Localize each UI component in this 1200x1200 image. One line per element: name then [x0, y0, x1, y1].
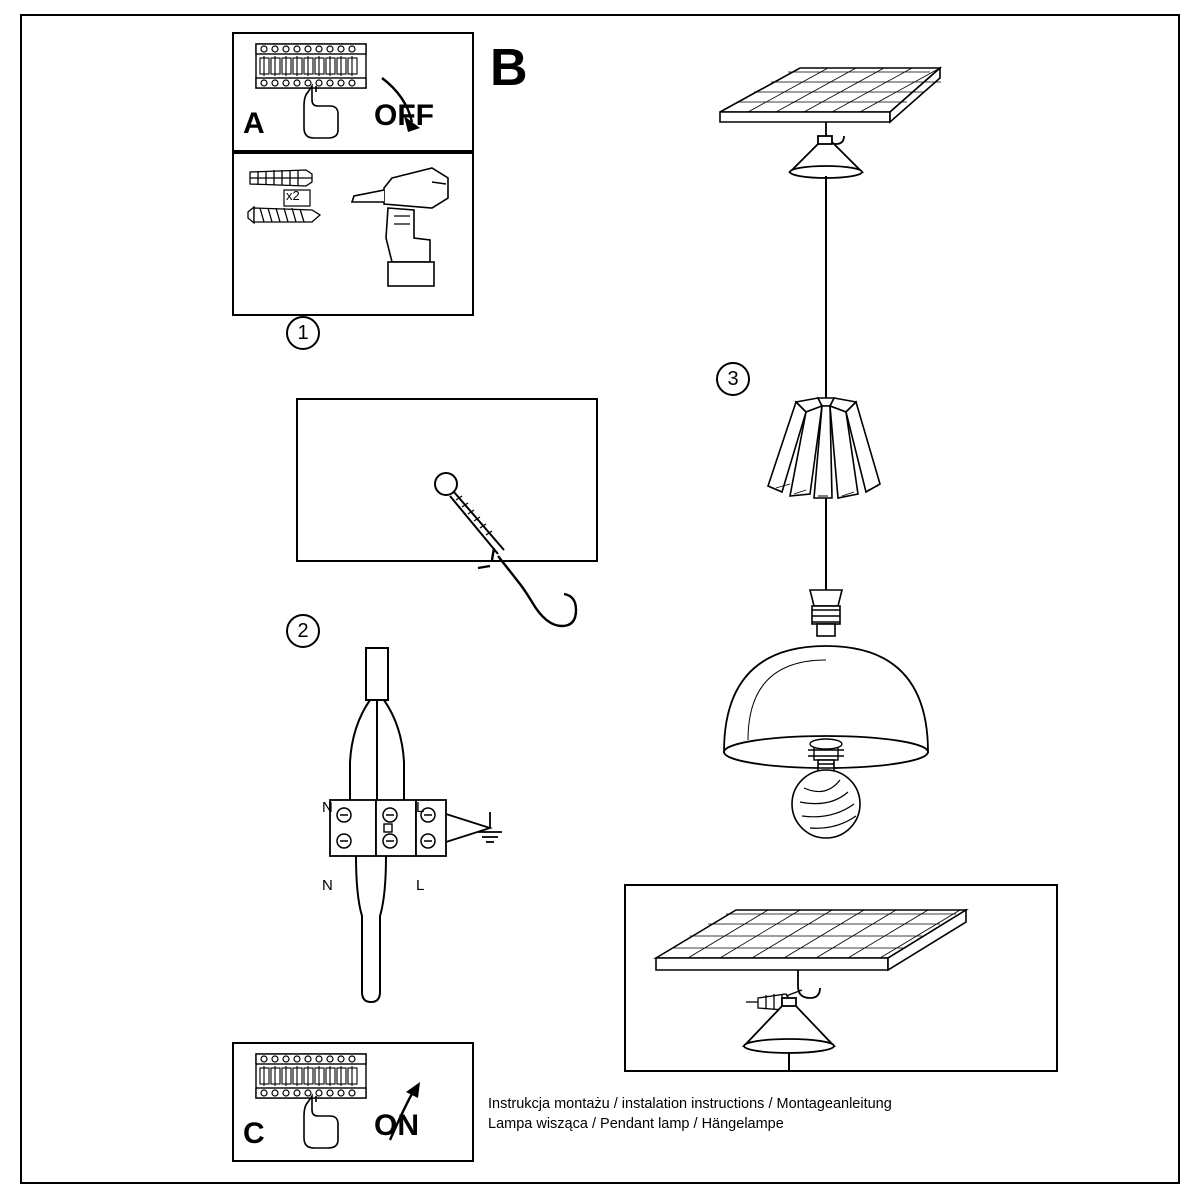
panel-a-breaker-off — [232, 32, 474, 152]
panel-detail-ceiling-hook — [624, 884, 1058, 1072]
terminal-label-l-bottom: L — [416, 877, 425, 894]
footer-instructions-line2: Lampa wisząca / Pendant lamp / Hängelampe — [488, 1116, 784, 1132]
panel-1-drilling — [232, 152, 474, 316]
breaker-off-illustration — [234, 34, 472, 150]
terminal-label-n-bottom: N — [322, 877, 333, 894]
drill-and-anchors-illustration — [234, 154, 472, 314]
pendant-lamp-assembly — [690, 50, 1130, 880]
panel-c-label: C — [243, 1117, 265, 1150]
ceiling-hook-detail-illustration — [626, 886, 1056, 1070]
step-2-number: 2 — [286, 614, 320, 648]
hardware-quantity-label: x2 — [286, 188, 300, 203]
breaker-on-illustration — [234, 1044, 472, 1160]
panel-2-hook — [296, 398, 598, 562]
terminal-label-l-top: L — [416, 799, 425, 816]
footer-instructions-line1: Instrukcja montażu / instalation instructions / Montageanleitung — [488, 1096, 892, 1112]
hook-screw-illustration — [298, 400, 596, 560]
panel-a-off-label: OFF — [374, 99, 434, 132]
panel-a-label: A — [243, 107, 265, 140]
terminal-label-n-top: N — [322, 799, 333, 816]
wiring-terminal-diagram — [300, 640, 520, 1010]
hook-tail — [470, 540, 600, 650]
panel-c-on-label: ON — [374, 1109, 419, 1142]
step-3-number: 3 — [716, 362, 750, 396]
panel-b-label: B — [490, 39, 528, 97]
panel-c-breaker-on — [232, 1042, 474, 1162]
step-1-number: 1 — [286, 316, 320, 350]
